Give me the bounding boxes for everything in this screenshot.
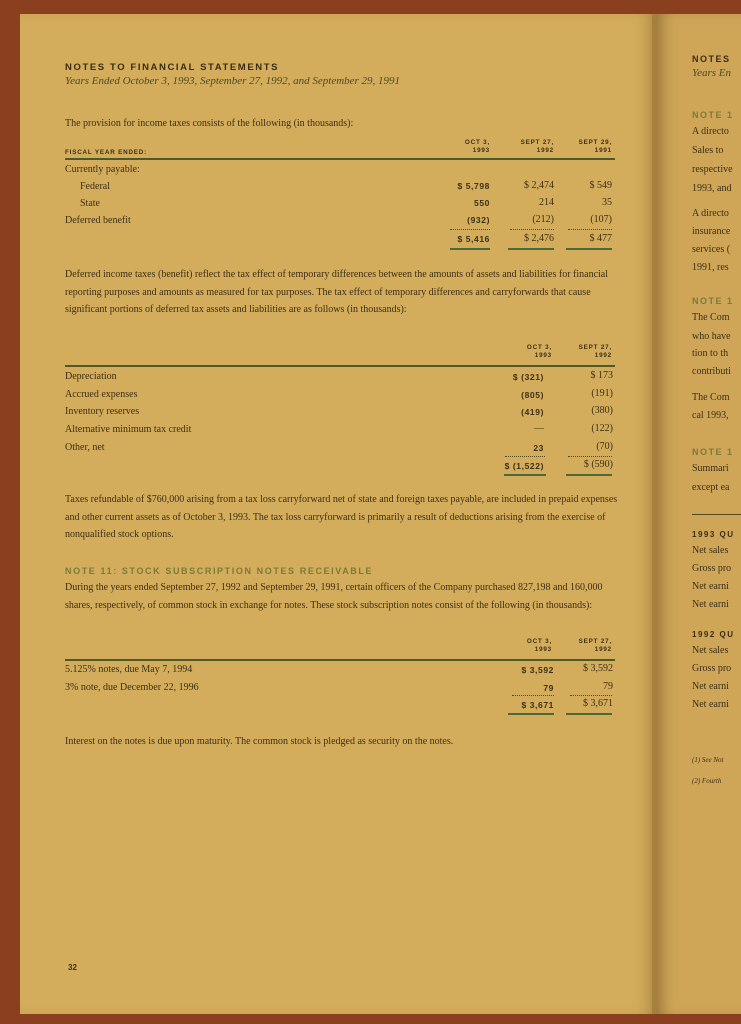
right-line: cal 1993, <box>692 410 729 421</box>
table-cell: (380) <box>591 405 613 416</box>
table-cell: (419) <box>521 407 544 417</box>
right-subtitle: Years En <box>692 67 732 79</box>
right-line: A directo <box>692 208 729 219</box>
table-row: Inventory reserves <box>65 406 140 417</box>
table-row: State <box>80 198 100 209</box>
note-11-footer: Interest on the notes is due upon maturity. The common stock is pledged as security on the notes. <box>65 736 454 747</box>
table-cell: 214 <box>539 197 554 208</box>
table-row: Other, net <box>65 442 105 453</box>
right-line: contributi <box>692 366 731 377</box>
tax-col-2-header: SEPT 27, 1992 <box>520 139 554 154</box>
table-row: Depreciation <box>65 371 117 382</box>
right-line: The Com <box>692 312 730 323</box>
right-line: Net earni <box>692 599 729 610</box>
tax-col-3-header: SEPT 29, 1991 <box>578 139 612 154</box>
notes-col-2-header: SEPT 27, 1992 <box>578 638 612 653</box>
subtotal-dots <box>450 229 490 230</box>
subtotal-dots <box>512 695 554 696</box>
total-underline <box>566 474 612 476</box>
total-underline <box>508 248 554 250</box>
right-line: respective <box>692 164 733 175</box>
total-underline <box>450 248 490 250</box>
right-line: Gross pro <box>692 663 732 674</box>
deferred-table-rule <box>65 365 615 367</box>
right-line: Net sales <box>692 645 729 656</box>
total-cell: $ 2,476 <box>524 233 554 244</box>
right-line: Net earni <box>692 581 729 592</box>
right-line: services ( <box>692 244 731 255</box>
right-rule <box>692 514 741 515</box>
currently-payable-label: Currently payable: <box>65 164 140 175</box>
total-underline <box>504 474 546 476</box>
right-footnote: (1) See Not <box>692 756 724 764</box>
right-line: 1991, res <box>692 262 729 273</box>
total-cell: $ (590) <box>583 459 613 470</box>
table-cell: (70) <box>596 441 613 452</box>
subtotal-dots <box>510 229 554 230</box>
right-note-heading: NOTE 1 <box>692 110 734 120</box>
deferred-col-2-header: SEPT 27, 1992 <box>578 344 612 359</box>
table-cell: (932) <box>467 215 490 225</box>
total-cell: $ 5,416 <box>457 234 490 244</box>
table-cell: $ 3,592 <box>521 665 554 675</box>
total-cell: $ 477 <box>589 233 612 244</box>
page-title: NOTES TO FINANCIAL STATEMENTS <box>65 62 280 73</box>
right-line: who have <box>692 331 731 342</box>
tax-table-rule <box>65 158 615 160</box>
right-note-heading: NOTE 1 <box>692 447 734 457</box>
tax-provision-intro: The provision for income taxes consists of the following (in thousands): <box>65 118 354 129</box>
right-page-content <box>692 54 741 1014</box>
table-cell: (122) <box>591 423 613 434</box>
table-row: Federal <box>80 181 110 192</box>
table-row: Deferred benefit <box>65 215 131 226</box>
total-cell: $ 3,671 <box>583 698 613 709</box>
table-cell: $ 173 <box>590 370 613 381</box>
table-cell: (805) <box>521 390 544 400</box>
right-title: NOTES <box>692 54 731 64</box>
right-quarter-heading: 1993 QU <box>692 530 735 539</box>
total-cell: $ (1,522) <box>504 461 544 471</box>
right-line: The Com <box>692 392 730 403</box>
total-underline <box>508 713 554 715</box>
total-underline <box>566 713 612 715</box>
subtotal-dots <box>505 456 545 457</box>
table-row: Alternative minimum tax credit <box>65 424 192 435</box>
right-line: Sales to <box>692 145 724 156</box>
notes-table-rule <box>65 659 615 661</box>
subtotal-dots <box>568 456 612 457</box>
table-cell: (191) <box>591 388 613 399</box>
total-cell: $ 3,671 <box>521 700 554 710</box>
table-cell: (107) <box>590 214 612 225</box>
right-line: Net earni <box>692 699 729 710</box>
table-cell: $ 5,798 <box>457 181 490 191</box>
table-cell: $ 3,592 <box>583 663 613 674</box>
table-cell: 23 <box>533 443 544 453</box>
table-row: 5.125% notes, due May 7, 1994 <box>65 664 193 675</box>
page-subtitle: Years Ended October 3, 1993, September 27, 1992, and September 29, 1991 <box>65 75 401 87</box>
right-line: except ea <box>692 482 730 493</box>
table-cell: (212) <box>532 214 554 225</box>
right-note-heading: NOTE 1 <box>692 296 734 306</box>
fiscal-year-label: FISCAL YEAR ENDED: <box>65 149 148 156</box>
notes-col-1-header: OCT 3, 1993 <box>526 638 552 653</box>
right-footnote: (2) Fourth <box>692 777 722 785</box>
table-cell: — <box>534 423 544 434</box>
subtotal-dots <box>568 229 612 230</box>
right-quarter-heading: 1992 QU <box>692 630 735 639</box>
right-line: Summari <box>692 463 729 474</box>
right-line: Net sales <box>692 545 729 556</box>
table-row: Accrued expenses <box>65 389 138 400</box>
right-line: insurance <box>692 226 731 237</box>
right-line: Net earni <box>692 681 729 692</box>
right-line: 1993, and <box>692 183 732 194</box>
refund-paragraph: Taxes refundable of $760,000 arising from a tax loss carryforward net of state and foreign taxes payable, are included in prepaid expenses and other current assets as of October 3, 1993. The tax loss carryforward is primarily a result of deductions arising from the exercise of nonqualified stock options. <box>65 494 618 540</box>
table-cell: $ 549 <box>589 180 612 191</box>
tax-col-1-header: OCT 3, 1993 <box>464 139 490 154</box>
page-number: 32 <box>68 963 77 972</box>
table-cell: 79 <box>543 683 554 693</box>
deferred-col-1-header: OCT 3, 1993 <box>526 344 552 359</box>
table-cell: 79 <box>603 681 613 692</box>
table-cell: $ (321) <box>512 372 544 382</box>
table-cell: 550 <box>474 198 490 208</box>
right-line: Gross pro <box>692 563 732 574</box>
total-underline <box>566 248 612 250</box>
table-cell: $ 2,474 <box>524 180 554 191</box>
deferred-paragraph: Deferred income taxes (benefit) reflect the tax effect of temporary differences between the amounts of assets and liabilities for financial reporting purposes and amounts as measured for tax purposes. The tax effect of temporary differences and carryforwards that cause significant portions of deferred tax assets and liabilities are as follows (in thousands): <box>65 269 609 315</box>
note-11-heading: NOTE 11: STOCK SUBSCRIPTION NOTES RECEIVABLE <box>65 566 374 576</box>
right-line: A directo <box>692 126 729 137</box>
subtotal-dots <box>570 695 612 696</box>
table-cell: 35 <box>602 197 612 208</box>
right-line: tion to th <box>692 348 729 359</box>
table-row: 3% note, due December 22, 1996 <box>65 682 199 693</box>
note-11-paragraph: During the years ended September 27, 1992 and September 29, 1991, certain officers of the Company purchased 827,198 and 160,000 shares, respectively, of common stock in exchange for notes. These stock subscription notes consist of the following (in thousands): <box>65 582 603 611</box>
